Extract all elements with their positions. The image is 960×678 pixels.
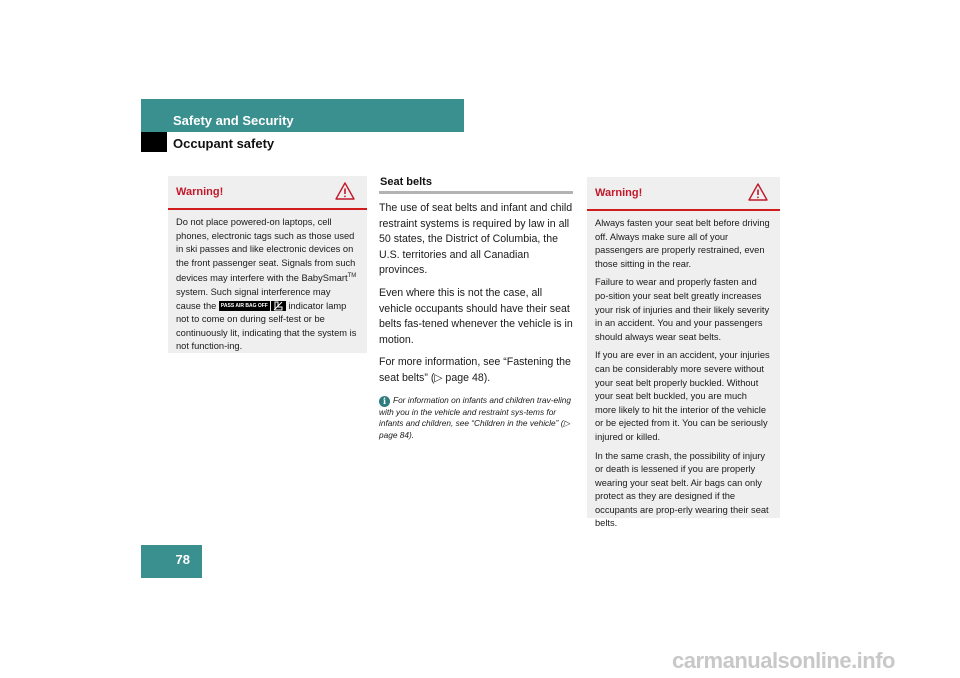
warning-text-3: indicator lamp not to come on during self-test or be continuously lit, indicating that the system is not function-ing. (176, 300, 357, 352)
warning-body (168, 210, 367, 367)
warning-text-2: system. Such signal interference may cause the (176, 287, 331, 311)
paragraph: The use of seat belts and infant and child restraint systems is required by law in all 50 states, the District of Columbia, the U.S. territories and all Canadian provinces. (379, 202, 573, 277)
trademark: TM (347, 273, 357, 280)
page-number: 78 (175, 552, 190, 567)
info-note (379, 395, 573, 442)
header-tab-marker (141, 132, 167, 152)
seat-belts-heading: Seat belts (380, 176, 432, 188)
paragraph: For more information, see “Fastening the seat belts” (▷ page 48). (379, 356, 571, 384)
warning-paragraph: Failure to wear and properly fasten and po-sition your seat belt greatly increases your risk of injuries and their likely severity in an accident. You and your passengers should always wear seat belts. (595, 277, 770, 342)
warning-header (587, 177, 780, 211)
warning-triangle-icon (335, 181, 355, 201)
paragraph: Even where this is not the case, all vehicle occupants should have their seat belts fas-tened whenever the vehicle is in motion. (379, 286, 573, 346)
pass-air-bag-off-lamp: PASS AIR BAG OFF (220, 303, 268, 310)
warning-title: Warning! (176, 186, 224, 198)
section-title: Safety and Security (173, 113, 294, 128)
child-seat-icon (271, 301, 286, 311)
watermark: carmanualsonline.info (672, 648, 895, 673)
warning-body (587, 211, 780, 544)
warning-box-right (587, 177, 780, 529)
heading-rule (379, 191, 573, 194)
warning-triangle-icon (748, 182, 768, 202)
subsection-title: Occupant safety (173, 136, 275, 151)
seat-belts-section (379, 176, 573, 441)
warning-title: Warning! (595, 187, 643, 199)
warning-paragraph: Always fasten your seat belt before driving off. Always make sure all of your passengers are properly restrained, even those sitting in the rear. (595, 218, 770, 269)
warning-paragraph: In the same crash, the possibility of injury or death is lessened if you are properly wearing your seat belt. Air bags can only protect as they are designed if the occupants are prop-erly wearing their seat belts. (595, 450, 769, 529)
warning-box-left (168, 176, 367, 353)
info-icon: i (379, 396, 390, 407)
warning-paragraph: If you are ever in an accident, your injuries can be considerably more severe without your seat belt properly buckled. Without your seat belt buckled, you are much more likely to hit the interior of the vehicle or be ejected from it. You can be seriously injured or killed. (595, 350, 770, 442)
warning-header (168, 176, 367, 210)
warning-text-1: Do not place powered-on laptops, cell phones, electronic tags such as those used in ski passes and like electronic devices on the front passenger seat. Signals from such devices may interfere with the BabySmart (176, 217, 356, 284)
page-number-box (141, 545, 202, 578)
info-note-text: For information on infants and children trav-eling with you in the vehicle and restraint sys-tems for infants and children, see “Children in the vehicle” (▷ page 84). (379, 394, 572, 440)
